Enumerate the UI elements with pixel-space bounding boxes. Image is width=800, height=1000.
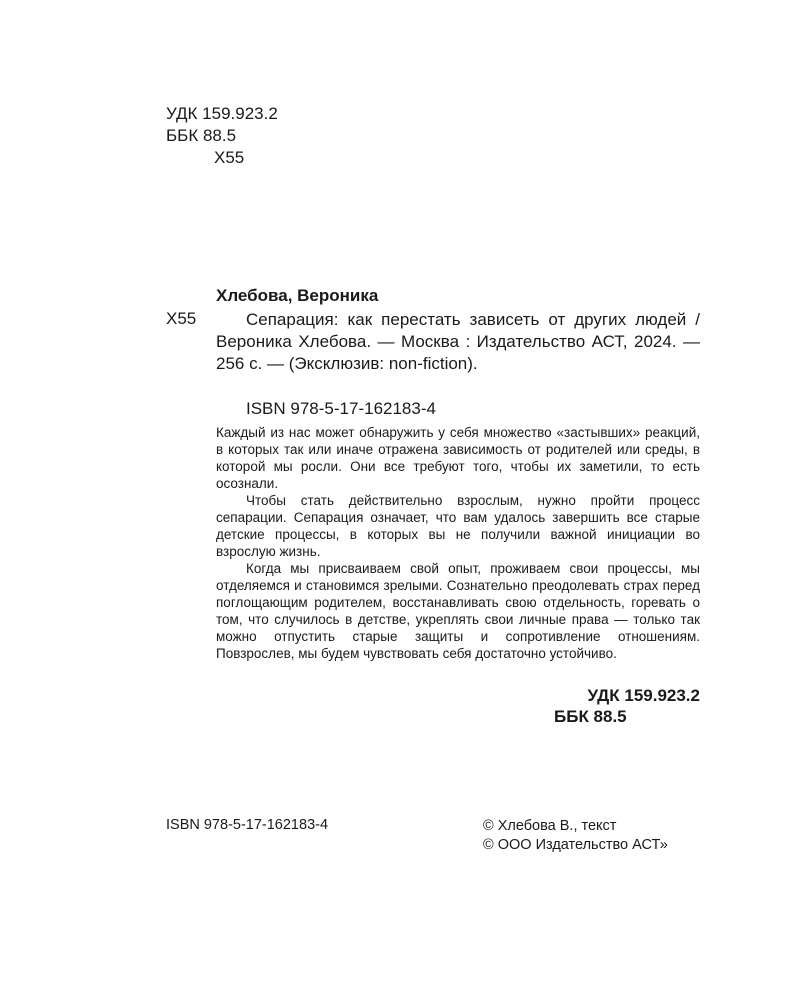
copyright-author: © Хлебова В., текст [483,818,617,834]
bbk-code-bottom: ББК 88.5 [554,707,627,726]
copyright-publisher: © ООО Издательство АСТ» [483,837,668,853]
udk-code: УДК 159.923.2 [166,104,278,123]
annotation-paragraph: Когда мы присваиваем свой опыт, проживаем свои процессы, мы отделяемся и становимся зрелыми. Сознательно преодолевать страх перед поглощающим родителем, восстанавливать свою отдельность, горевать о том, что случилось в детстве, укреплять свои личные права — только так можно отпустить старые защиты и сопротивление отношениям. Повзрослев, мы будем чувствовать себя достаточно устойчиво. [216,561,700,661]
isbn-footer: ISBN 978-5-17-162183-4 [166,817,329,833]
annotation-paragraph: Каждый из нас может обнаружить у себя множество «застывших» реакций, в которых так или иначе отражена зависимость от родителей или среды, в которой мы росли. Они все требуют того, чтобы их заметили, то есть осознали. [216,425,700,491]
copyright-block [483,817,668,855]
author-name: Хлебова, Вероника [216,286,379,305]
header-codes [166,103,278,169]
annotation [216,424,700,662]
bbk-code: ББК 88.5 [166,126,237,145]
isbn: ISBN 978-5-17-162183-4 [246,399,436,418]
udk-code-bottom: УДК 159.923.2 [587,686,700,705]
classification-codes [540,685,700,727]
bibliographic-description: Сепарация: как перестать зависеть от других людей / Вероника Хлебова. — Москва : Издательство АСТ, 2024. — 256 с. — (Эксклюзив: non-fiction). [216,310,700,373]
annotation-paragraph: Чтобы стать действительно взрослым, нужно пройти процесс сепарации. Сепарация означает, что вам удалось завершить все старые детские процессы, в которых вы не получили важной инициации во взрослую жизнь. [216,493,700,559]
author-mark: Х55 [166,309,197,328]
author-mark-top: Х55 [214,148,245,167]
